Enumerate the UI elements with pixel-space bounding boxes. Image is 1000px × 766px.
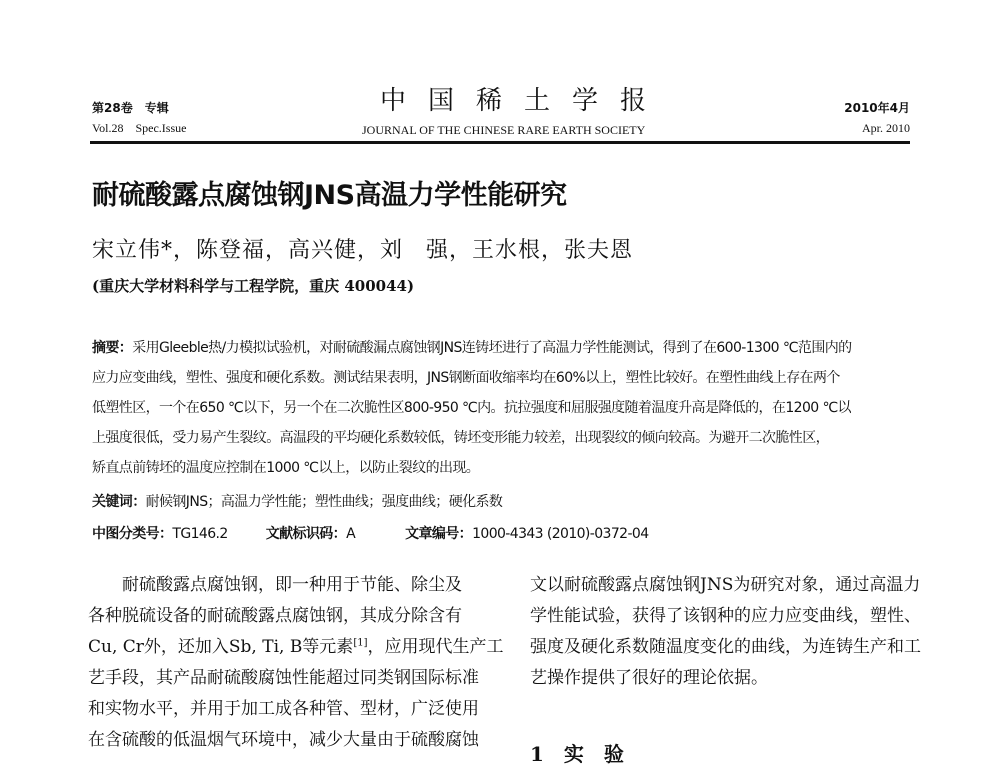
- paper-title: 耐硫酸露点腐蚀钢JNS高温力学性能研究: [92, 180, 567, 211]
- body-line: 耐硫酸露点腐蚀钢，即一种用于节能、除尘及: [88, 575, 462, 595]
- section-heading: 1 实 验: [530, 742, 624, 766]
- journal-title-en: JOURNAL OF THE CHINESE RARE EARTH SOCIETY: [362, 123, 646, 137]
- volume-cn: 第28卷 专辑: [92, 101, 169, 115]
- abstract-line: 上强度很低，受力易产生裂纹。高温段的平均硬化系数较低，铸坯变形能力较差，出现裂纹的倾向较高。为避开二次脆性区，: [92, 430, 829, 446]
- abstract-line: 摘要：采用Gleeble热/力模拟试验机，对耐硫酸漏点腐蚀钢JNS连铸坯进行了高温力学性能测试，得到了在600-1300 ℃范围内的: [92, 340, 852, 356]
- body-line: 各种脱硫设备的耐硫酸露点腐蚀钢，其成分除含有: [88, 606, 462, 626]
- journal-title-cn: 中国稀土学报: [380, 86, 669, 116]
- date-cn: 2010年4月: [844, 101, 910, 115]
- body-line: Cu, Cr外，还加入Sb, Ti, B等元素[1]，应用现代生产工: [88, 637, 504, 657]
- body-line: 强度及硬化系数随温度变化的曲线，为连铸生产和工: [530, 637, 921, 657]
- abstract-line: 应力应变曲线，塑性、强度和硬化系数。测试结果表明，JNS钢断面收缩率均在60%以上，塑性比较好。在塑性曲线上存在两个: [92, 370, 840, 386]
- abstract-line: 矫直点前铸坯的温度应控制在1000 ℃以上，以防止裂纹的出现。: [92, 460, 480, 476]
- body-line: 文以耐硫酸露点腐蚀钢JNS为研究对象，通过高温力: [530, 575, 921, 595]
- body-line: 和实物水平，并用于加工成各种管、型材，广泛使用: [88, 699, 479, 719]
- header-rule: [90, 141, 910, 144]
- abstract-label: 摘要：: [92, 340, 133, 356]
- keywords: 关键词：耐候钢JNS；高温力学性能；塑性曲线；强度曲线；硬化系数: [92, 494, 503, 510]
- volume-en: Vol.28 Spec.Issue: [92, 121, 187, 135]
- affiliation: (重庆大学材料科学与工程学院，重庆 400044): [92, 277, 415, 295]
- citation: [1]: [353, 637, 368, 649]
- authors: 宋立伟*，陈登福，高兴健，刘 强，王水根，张夫恩: [92, 238, 634, 263]
- body-line: 艺手段，其产品耐硫酸腐蚀性能超过同类钢国际标准: [88, 668, 479, 688]
- abstract-line: 低塑性区，一个在650 ℃以下，另一个在二次脆性区800-950 ℃内。抗拉强度和屈服强度随着温度升高是降低的，在1200 ℃以: [92, 400, 851, 416]
- body-line: 艺操作提供了很好的理论依据。: [530, 668, 768, 688]
- body-line: 在含硫酸的低温烟气环境中，减少大量由于硫酸腐蚀: [88, 730, 479, 750]
- classification: 中图分类号：TG146.2 文献标识码：A 文章编号：1000-4343 (2010)-0372-04: [92, 526, 649, 542]
- body-line: 学性能试验，获得了该钢种的应力应变曲线，塑性、: [530, 606, 921, 626]
- date-en: Apr. 2010: [862, 121, 910, 135]
